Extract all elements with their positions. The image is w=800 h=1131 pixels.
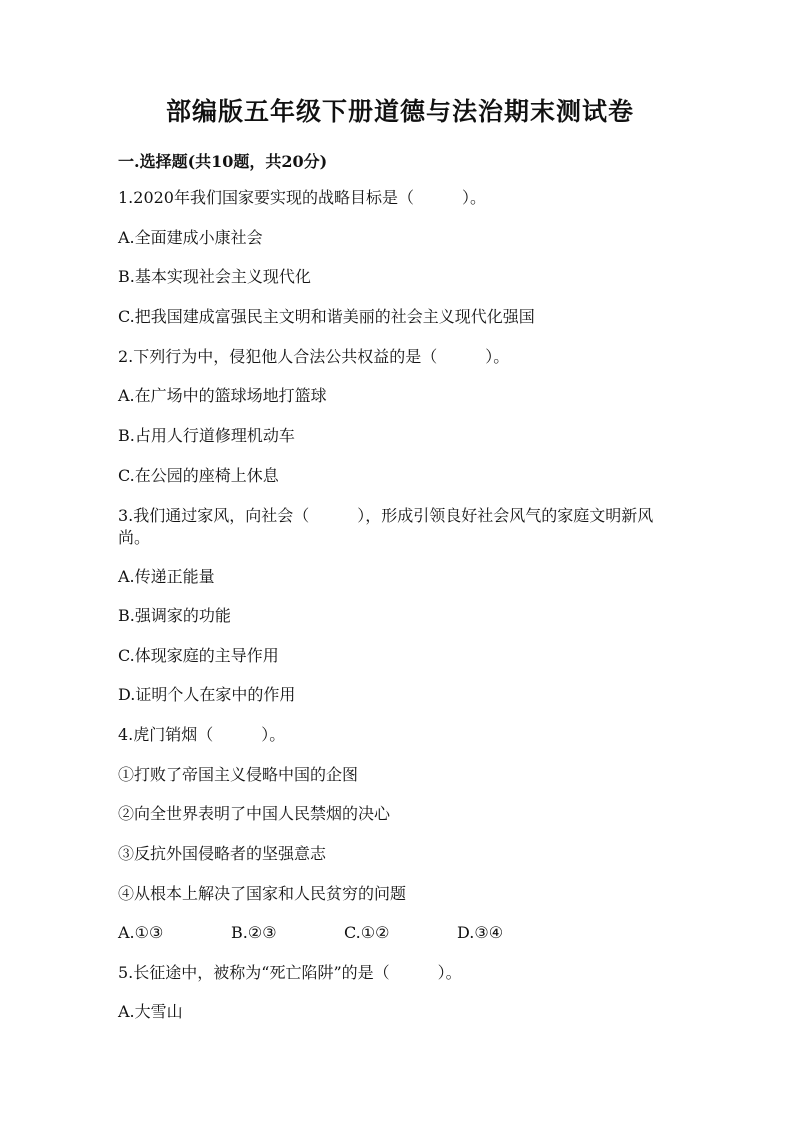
question-5-option-a: A.大雪山 [118,1002,183,1021]
question-3-option-d: D.证明个人在家中的作用 [118,685,296,704]
question-4-statement-4: ④从根本上解决了国家和人民贫穷的问题 [118,884,407,903]
question-1-option-a: A.全面建成小康社会 [118,228,263,247]
page-title: 部编版五年级下册道德与法治期末测试卷 [165,97,634,126]
question-2-option-c: C.在公园的座椅上休息 [118,466,279,485]
question-2-option-b: B.占用人行道修理机动车 [118,426,295,445]
question-2-option-a: A.在广场中的篮球场地打篮球 [118,386,327,405]
question-3-option-b: B.强调家的功能 [118,606,231,625]
question-4-stem: 4.虎门销烟（ ）。 [118,725,286,744]
question-3-option-a: A.传递正能量 [118,567,215,586]
question-2-stem: 2.下列行为中，侵犯他人合法公共权益的是（ ）。 [118,347,510,366]
question-4-option-a: A.①③ [118,923,164,942]
question-4-option-d: D.③④ [457,923,504,942]
question-4-statement-1: ①打败了帝国主义侵略中国的企图 [118,765,359,784]
question-1-option-c: C.把我国建成富强民主文明和谐美丽的社会主义现代化强国 [118,307,535,326]
question-5-stem: 5.长征途中，被称为“死亡陷阱”的是（ ）。 [118,963,462,982]
question-1-stem: 1.2020年我们国家要实现的战略目标是（ ）。 [118,188,486,207]
question-3-option-c: C.体现家庭的主导作用 [118,646,279,665]
question-4-options [118,922,570,944]
question-4-option-c: C.①② [344,923,390,942]
question-1-option-b: B.基本实现社会主义现代化 [118,267,311,286]
question-4-statement-2: ②向全世界表明了中国人民禁烟的决心 [118,804,391,823]
question-3-stem: 3.我们通过家风，向社会（ ），形成引领良好社会风气的家庭文明新风尚。 [118,506,654,547]
question-4-option-b: B.②③ [231,923,277,942]
section-heading: 一.选择题(共10题，共20分) [118,152,328,171]
question-4-statement-3: ③反抗外国侵略者的坚强意志 [118,844,327,863]
